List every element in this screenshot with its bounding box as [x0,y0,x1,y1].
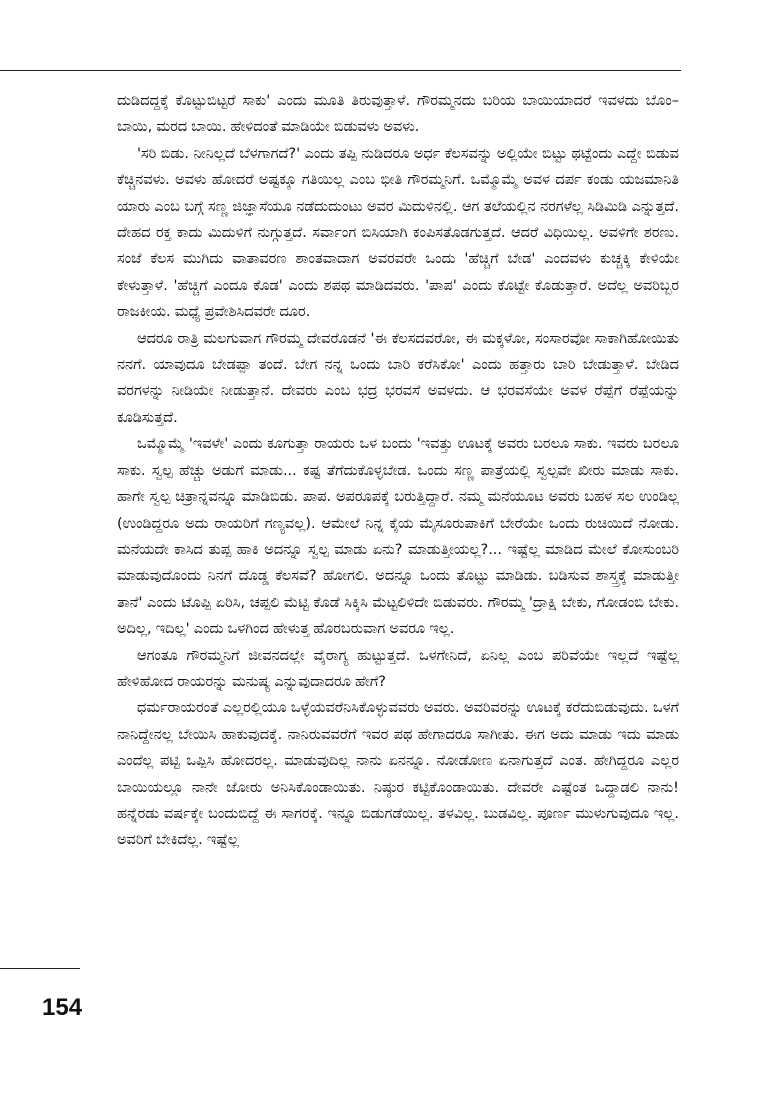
page-number: 154 [42,994,83,1021]
top-rule [0,70,681,71]
page-number-rule [0,968,80,969]
paragraph: ದುಡಿದದ್ದಕ್ಕೆ ಕೊಟ್ಟುಬಿಟ್ಟರೆ ಸಾಕು' ಎಂದು ಮೂತಿ ತಿರುವುತ್ತಾಳೆ. ಗೌರಮ್ಮನದು ಬರಿಯ ಬಾಯಿಯಾದರೆ ಇವಳದು ಬೊಂ–ಬಾಯಿ, ಮರದ ಬಾಯಿ. ಹೇಳಿದಂತೆ ಮಾಡಿಯೇ ಬಿಡುವಳು ಅವಳು. [117,93,679,136]
paragraph: ಒಮ್ಮೊಮ್ಮೆ 'ಇವಳೇ' ಎಂದು ಕೂಗುತ್ತಾ ರಾಯರು ಒಳ ಬಂದು 'ಇವತ್ತು ಊಟಕ್ಕೆ ಅವರು ಬರಲೂ ಸಾಕು. ಇವರು ಬರಲೂ ಸಾಕು. ಸ್ವಲ್ಪ ಹೆಚ್ಚು ಅಡುಗೆ ಮಾಡು... ಕಷ್ಟ ತೆಗೆದುಕೊಳ್ಳಬೇಡ. ಒಂದು ಸಣ್ಣ ಪಾತ್ರೆಯಲ್ಲಿ ಸ್ವಲ್ಪವೇ ಖೀರು ಮಾಡು ಸಾಕು. ಹಾಗೇ ಸ್ವಲ್ಪ ಚಿತ್ರಾನ್ನವನ್ನೂ ಮಾಡಿಬಿಡು. ಪಾಪ. ಅಪರೂಪಕ್ಕೆ ಬರುತ್ತಿದ್ದಾರೆ. ನಮ್ಮ ಮನೆಯೂಟ ಅವರು ಬಹಳ ಸಲ ಉಂಡಿಲ್ಲ (ಉಂಡಿದ್ದರೂ ಅದು ರಾಯರಿಗೆ ಗಣ್ಯವಲ್ಲ). ಆಮೇಲೆ ನಿನ್ನ ಕೈಯ ಮೈಸೂರುಪಾಕಿಗೆ ಬೇರೆಯೇ ಒಂದು ರುಚಿಯಿದೆ ನೋಡು. ಮನೆಯದೇ ಕಾಸಿದ ತುಪ್ಪ ಹಾಕಿ ಅದನ್ನೂ ಸ್ವಲ್ಪ ಮಾಡು ಏನು? ಮಾಡುತ್ತೀಯಲ್ಲ?... ಇಷ್ಟೆಲ್ಲ ಮಾಡಿದ ಮೇಲೆ ಕೋಸುಂಬರಿ ಮಾಡುವುದೊಂದು ನಿನಗೆ ದೊಡ್ಡ ಕೆಲಸವೆ? ಹೋಗಲಿ. ಅದನ್ನೂ ಒಂದು ತೊಟ್ಟು ಮಾಡಿಡು. ಬಡಿಸುವ ಶಾಸ್ತ್ರಕ್ಕೆ ಮಾಡುತ್ತೀ ತಾನೆ' ಎಂದು ಟೊಪ್ಪಿ ಏರಿಸಿ, ಚಪ್ಪಲಿ ಮೆಟ್ಟಿ ಕೊಡೆ ಸಿಕ್ಕಿಸಿ ಮೆಟ್ಟಲಿಳಿದೇ ಬಿಡುವರು. ಗೌರಮ್ಮ 'ದ್ರಾಕ್ಷಿ ಬೇಕು, ಗೋಡಂಬಿ ಬೇಕು. ಅದಿಲ್ಲ, ಇದಿಲ್ಲ' ಎಂದು ಒಳಗಿಂದ ಹೇಳುತ್ತ ಹೊರಬರುವಾಗ ಅವರೂ ಇಲ್ಲ. [117,436,679,638]
paragraph: 'ಸರಿ ಬಿಡು. ನೀನಿಲ್ಲದೆ ಬೆಳಗಾಗದೆ?' ಎಂದು ತಪ್ಪಿ ನುಡಿದರೂ ಅರ್ಧ ಕೆಲಸವನ್ನು ಅಲ್ಲಿಯೇ ಬಿಟ್ಟು ಥಟ್ಟೆಂದು ಎದ್ದೇ ಬಿಡುವ ಕೆಚ್ಚಿನವಳು. ಅವಳು ಹೋದರೆ ಅಷ್ಟಕ್ಕೂ ಗತಿಯಿಲ್ಲ ಎಂಬ ಭೀತಿ ಗೌರಮ್ಮನಿಗೆ. ಒಮ್ಮೊಮ್ಮೆ ಅವಳ ದರ್ಪ ಕಂಡು ಯಜಮಾನಿತಿ ಯಾರು ಎಂಬ ಬಗ್ಗೆ ಸಣ್ಣ ಜಿಜ್ಞಾಸೆಯೂ ನಡೆದುದುಂಟು ಅವರ ಮಿದುಳಿನಲ್ಲಿ. ಆಗ ತಲೆಯಲ್ಲಿನ ನರಗಳೆಲ್ಲ ಸಿಡಿಮಿಡಿ ಎನ್ನುತ್ತದೆ. ದೇಹದ ರಕ್ತ ಕಾದು ಮಿದುಳಿಗೆ ನುಗ್ಗುತ್ತದೆ. ಸರ್ವಾಂಗ ಬಿಸಿಯಾಗಿ ಕಂಪಿಸತೊಡಗುತ್ತದೆ. ಆದರೆ ವಿಧಿಯಿಲ್ಲ. ಅವಳಿಗೇ ಶರಣು. ಸಂಜೆ ಕೆಲಸ ಮುಗಿದು ವಾತಾವರಣ ಶಾಂತವಾದಾಗ ಅವರವರೇ ಒಂದು 'ಹೆಚ್ಚಿಗೆ ಬೇಡ' ಎಂದವಳು ಕುಚ್ಚಕ್ಕಿ ಕೇಳಿಯೇ ಕೇಳುತ್ತಾಳೆ. 'ಹೆಚ್ಚಿಗೆ ಎಂದೂ ಕೊಡ' ಎಂದು ಶಪಥ ಮಾಡಿದವರು. 'ಪಾಪ' ಎಂದು ಕೊಟ್ಟೇ ಕೊಡುತ್ತಾರೆ. ಅದೆಲ್ಲ ಅವರಿಬ್ಬರ ರಾಜಕೀಯ. ಮಧ್ಯೆ ಪ್ರವೇಶಿಸಿದವರೇ ದೂರ. [117,145,679,321]
paragraph: ಆದರೂ ರಾತ್ರಿ ಮಲಗುವಾಗ ಗೌರಮ್ಮ ದೇವರೊಡನೆ 'ಈ ಕೆಲಸದವರೋ, ಈ ಮಕ್ಕಳೋ, ಸಂಸಾರವೋ ಸಾಕಾಗಿಹೋಯಿತು ನನಗೆ. ಯಾವುದೂ ಬೇಡಪ್ಪಾ ತಂದೆ. ಬೇಗ ನನ್ನ ಒಂದು ಬಾರಿ ಕರೆಸಿಕೋ' ಎಂದು ಹತ್ತಾರು ಬಾರಿ ಬೇಡುತ್ತಾಳೆ. ಬೇಡಿದ ವರಗಳನ್ನು ನೀಡಿಯೇ ನೀಡುತ್ತಾನೆ. ದೇವರು ಎಂಬ ಭದ್ರ ಭರವಸೆ ಅವಳದು. ಆ ಭರವಸೆಯೇ ಅವಳ ರೆಪ್ಪೆಗೆ ರೆಪ್ಪೆಯನ್ನು ಕೂಡಿಸುತ್ತದೆ. [117,330,679,426]
paragraph: ಧರ್ಮರಾಯರಂತೆ ಎಲ್ಲರಲ್ಲಿಯೂ ಒಳ್ಳೆಯವರೆನಿಸಿಕೊಳ್ಳುವವರು ಅವರು. ಅವರಿವರನ್ನು ಊಟಕ್ಕೆ ಕರೆದುಬಿಡುವುದು. ಒಳಗೆ ನಾನಿದ್ದೇನಲ್ಲ ಬೇಯಿಸಿ ಹಾಕುವುದಕ್ಕೆ. ನಾನಿರುವವರೆಗೆ ಇವರ ಪಥ ಹೇಗಾದರೂ ಸಾಗೀತು. ಈಗ ಅದು ಮಾಡು ಇದು ಮಾಡು ಎಂದೆಲ್ಲ ಪಟ್ಟಿ ಒಪ್ಪಿಸಿ ಹೋದರಲ್ಲ. ಮಾಡುವುದಿಲ್ಲ ನಾನು ಏನನ್ನೂ. ನೋಡೋಣ ಏನಾಗುತ್ತದೆ ಎಂತ. ಹೇಗಿದ್ದರೂ ಎಲ್ಲರ ಬಾಯಿಯಲ್ಲೂ ನಾನೇ ಜೋರು ಅನಿಸಿಕೊಂಡಾಯಿತು. ನಿಷ್ಠುರ ಕಟ್ಟಿಕೊಂಡಾಯಿತು. ದೇವರೇ ಎಷ್ಟೆಂತ ಒದ್ದಾಡಲಿ ನಾನು! ಹನ್ನೆರಡು ವರ್ಷಕ್ಕೇ ಬಂದುಬಿದ್ದೆ ಈ ಸಾಗರಕ್ಕೆ. ಇನ್ನೂ ಬಿಡುಗಡೆಯಿಲ್ಲ. ತಳವಿಲ್ಲ. ಬುಡವಿಲ್ಲ. ಪೂರ್ಣ ಮುಳುಗುವುದೂ ಇಲ್ಲ. ಅವರಿಗೆ ಬೇಕಿದೆಲ್ಲ. ಇಷ್ಟೆಲ್ಲ [117,700,679,849]
page-body [117,88,679,854]
paragraph: ಆಗಂತೂ ಗೌರಮ್ಮನಿಗೆ ಜೀವನದಲ್ಲೇ ವೈರಾಗ್ಯ ಹುಟ್ಟುತ್ತದೆ. ಒಳಗೇನಿದೆ, ಏನಿಲ್ಲ ಎಂಬ ಪರಿವೆಯೇ ಇಲ್ಲದೆ ಇಷ್ಟೆಲ್ಲ ಹೇಳಿಹೋದ ರಾಯರನ್ನು ಮನುಷ್ಯ ಎನ್ನುವುದಾದರೂ ಹೇಗೆ? [117,647,679,690]
